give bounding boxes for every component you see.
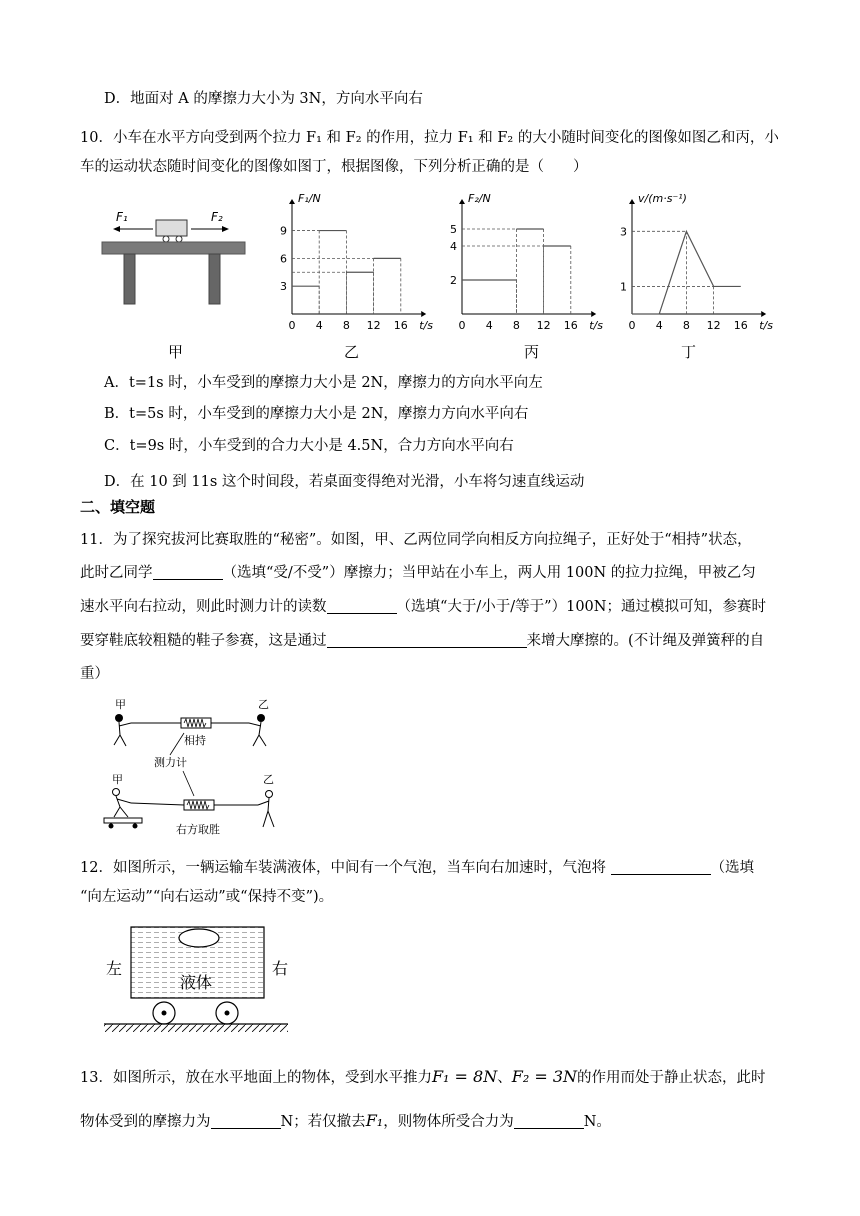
x-axis-label: t/s — [589, 319, 603, 332]
y-tick-label: 5 — [450, 223, 457, 236]
y-axis-label: F₂/N — [468, 192, 491, 205]
chart-f1-time — [270, 186, 450, 336]
x-tick-label: 8 — [682, 319, 690, 332]
x-axis-label: t/s — [419, 319, 433, 332]
f1-label: F₁ — [116, 210, 128, 224]
y-tick-label: 2 — [450, 274, 457, 287]
x-tick-label: 4 — [315, 319, 323, 332]
x-tick-label: 12 — [536, 319, 551, 332]
y-axis-label: v/(m·s⁻¹) — [638, 192, 687, 205]
x-tick-label: 12 — [706, 319, 721, 332]
y-axis-arrow — [629, 199, 635, 204]
q12-blank[interactable] — [611, 858, 711, 875]
figure-liquid-truck — [98, 920, 298, 1040]
y-axis-label: F₁/N — [298, 192, 321, 205]
fig-jia-bottom: 甲 — [112, 773, 123, 786]
q10-stem-line1: 10．小车在水平方向受到两个拉力 F₁ 和 F₂ 的作用，拉力 F₁ 和 F₂ 的大小随时间变化的图像如图乙和丙，小 — [80, 130, 779, 146]
figure-label-jia: 甲 — [168, 343, 184, 361]
q12-line2: “向左运动”“向右运动”或“保持不变”)。 — [80, 889, 334, 905]
section-title: 二、填空题 — [80, 498, 156, 516]
figure-label-ding: 丁 — [681, 343, 697, 361]
x-tick-label: 16 — [393, 319, 408, 332]
q11-line4: 要穿鞋底较粗糙的鞋子参赛，这是通过 来增大摩擦的。(不计绳及弹簧秤的自 — [80, 633, 765, 649]
x-tick-label: 12 — [366, 319, 381, 332]
fig-celiji: 测力计 — [154, 756, 187, 769]
q11-blank1[interactable] — [153, 563, 223, 580]
q10-option-d: D．在 10 到 11s 这个时间段，若桌面变得绝对光滑，小车将匀速直线运动 — [104, 474, 585, 490]
fig-youfang: 右方取胜 — [176, 823, 220, 836]
q13-blank2[interactable] — [514, 1112, 584, 1129]
q10-option-c: C．t=9s 时，小车受到的合力大小是 4.5N，合力方向水平向右 — [104, 438, 514, 454]
f2-label: F₂ — [211, 210, 223, 224]
y-tick-label: 1 — [620, 280, 627, 294]
y-tick-label: 3 — [620, 225, 627, 239]
q10-option-b: B．t=5s 时，小车受到的摩擦力大小是 2N，摩擦力方向水平向右 — [104, 406, 529, 422]
x-tick-label: 16 — [733, 319, 748, 332]
q11-line2: 此时乙同学 （选填“受/不受”）摩擦力；当甲站在小车上，两人用 100N 的拉力拉绳，甲被乙匀 — [80, 565, 756, 581]
chart-velocity-time — [610, 186, 790, 336]
fig-liquid: 液体 — [180, 973, 213, 992]
figure-label-bing: 丙 — [524, 343, 540, 361]
fig-jia-top: 甲 — [115, 698, 126, 711]
chart-f2-time — [440, 186, 620, 336]
q10-option-a: A．t=1s 时，小车受到的摩擦力大小是 2N，摩擦力的方向水平向左 — [104, 375, 543, 391]
x-tick-label: 8 — [342, 319, 350, 332]
q11-blank3[interactable] — [327, 631, 527, 648]
q10-stem-line2: 车的运动状态随时间变化的图像如图丁，根据图像，下列分析正确的是（ ） — [80, 159, 588, 175]
x-tick-label: 4 — [485, 319, 493, 332]
x-tick-label: 8 — [512, 319, 520, 332]
x-axis-arrow — [421, 311, 426, 317]
y-axis-arrow — [459, 199, 465, 204]
x-tick-label: 4 — [655, 319, 663, 332]
q13-f1: F₁ = 8N — [431, 1067, 498, 1086]
y-tick-label: 3 — [280, 280, 287, 294]
fig-xiangchi: 相持 — [184, 734, 206, 747]
figure-label-yi: 乙 — [344, 343, 360, 361]
q13-line2: 物体受到的摩擦力为 N；若仅撤去F₁，则物体所受合力为 N。 — [80, 1111, 611, 1130]
y-tick-label: 6 — [280, 252, 287, 266]
q13-f2: F₂ = 3N — [511, 1067, 578, 1086]
fig-right: 右 — [272, 959, 289, 978]
q13-line1: 13．如图所示，放在水平地面上的物体，受到水平推力F₁ = 8N、F₂ = 3N的作用而处于静止状态，此时 — [80, 1067, 766, 1086]
figure-tug-of-war — [98, 693, 288, 838]
x-axis-arrow — [591, 311, 596, 317]
y-axis-arrow — [289, 199, 295, 204]
y-tick-label: 4 — [450, 240, 457, 253]
y-tick-label: 9 — [280, 224, 287, 238]
fig-left: 左 — [106, 959, 123, 978]
q11-line5: 重） — [80, 666, 109, 682]
figure-jia-cart-table — [95, 205, 255, 310]
q11-line1: 11．为了探究拔河比赛取胜的“秘密”。如图，甲、乙两位同学向相反方向拉绳子，正好处于“相持”状态， — [80, 532, 752, 548]
q9-option-d: D．地面对 A 的摩擦力大小为 3N，方向水平向右 — [104, 91, 423, 107]
q13-blank1[interactable] — [211, 1112, 281, 1129]
q12-line1: 12．如图所示，一辆运输车装满液体，中间有一个气泡，当车向右加速时，气泡将 （选填 — [80, 860, 755, 876]
x-tick-label: 0 — [288, 319, 296, 332]
q11-line3: 速水平向右拉动，则此时测力计的读数 （选填“大于/小于/等于”）100N；通过模拟可知，参赛时 — [80, 599, 766, 615]
x-tick-label: 0 — [458, 319, 466, 332]
x-axis-arrow — [761, 311, 766, 317]
x-axis-label: t/s — [759, 319, 773, 332]
fig-yi-top: 乙 — [258, 698, 269, 711]
fig-yi-bottom: 乙 — [263, 773, 274, 786]
q11-blank2[interactable] — [327, 597, 397, 614]
q13-f1b: F₁ — [365, 1111, 384, 1130]
x-tick-label: 0 — [628, 319, 636, 332]
x-tick-label: 16 — [563, 319, 578, 332]
